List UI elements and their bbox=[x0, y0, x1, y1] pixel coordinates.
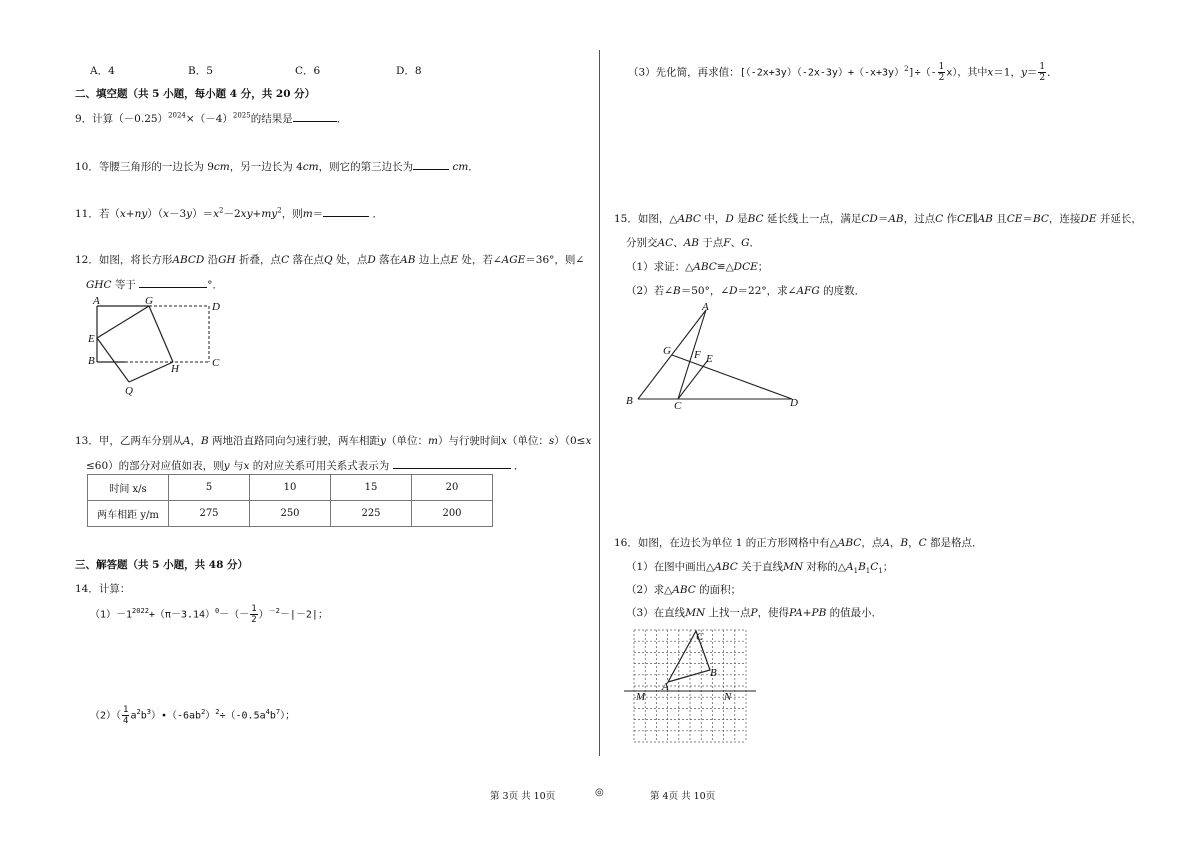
q15-label-e: E bbox=[706, 353, 713, 365]
question-12-line-2 bbox=[86, 276, 223, 292]
q15-l1-q: 且 bbox=[992, 213, 1007, 225]
q14-3-g: y bbox=[1020, 66, 1027, 79]
q12-label-c: C bbox=[212, 357, 220, 369]
q12-label-g: G bbox=[145, 295, 153, 307]
q15-l2-f: F bbox=[723, 237, 731, 249]
q11-t-h2: 2 bbox=[219, 206, 224, 215]
q16-label-m: M bbox=[636, 691, 646, 703]
q15-l3-c: ≌△ bbox=[716, 261, 734, 273]
q15-l3-e: ； bbox=[757, 261, 769, 273]
q11-t-n: m bbox=[302, 208, 313, 220]
q12-edge-ge bbox=[97, 306, 149, 338]
q12-l1-n: E bbox=[450, 254, 458, 266]
q13-l1-j: x bbox=[500, 435, 507, 447]
q13-cell: 10 bbox=[250, 475, 331, 501]
q13-cell: 5 bbox=[169, 475, 250, 501]
q11-t-b: x+ny bbox=[119, 208, 148, 220]
q14-2-e4: 2 bbox=[215, 708, 220, 717]
q15-l3-b: ABC bbox=[693, 261, 717, 273]
q15-l4-c: ＝50°，∠ bbox=[680, 285, 730, 297]
q16-l2-g: B bbox=[858, 561, 866, 573]
q11-t-h: x bbox=[213, 208, 220, 220]
q12-l1-d: GH bbox=[218, 254, 236, 266]
q12-l1-j: D bbox=[367, 254, 376, 266]
q14-1-fraction bbox=[250, 604, 257, 625]
q12-label-a: A bbox=[93, 295, 100, 307]
q15-l1-f: BC bbox=[747, 213, 764, 225]
q16-l2-d: MN bbox=[783, 561, 804, 573]
q15-l4-b: B bbox=[672, 285, 681, 297]
q14-2-fn: 1 bbox=[123, 705, 129, 715]
q13-table bbox=[87, 474, 493, 527]
q11-t-e: －3 bbox=[168, 208, 187, 220]
q14-part-1 bbox=[90, 604, 328, 625]
q12-edge-gh bbox=[149, 306, 173, 362]
q13-cell: 20 bbox=[412, 475, 493, 501]
q15-l1-m: 作 bbox=[943, 213, 958, 225]
q15-l1-i: ＝ bbox=[877, 213, 889, 225]
q14-1-e: －|－2|； bbox=[279, 609, 328, 621]
q14-3-h: ＝ bbox=[1026, 66, 1038, 79]
q16-l1-c: ，点 bbox=[861, 537, 883, 549]
question-11 bbox=[75, 205, 383, 221]
q8-option-a: A．4 bbox=[90, 65, 115, 77]
q12-l1-i: 处，点 bbox=[332, 254, 368, 266]
q16-l4-c: 上找一点 bbox=[705, 607, 751, 619]
question-13-line-2 bbox=[86, 457, 524, 473]
q15-l1-v: DE bbox=[1080, 213, 1097, 225]
q15-line-ce bbox=[678, 360, 708, 399]
q13-l1-a: 13．甲，乙两车分别从 bbox=[75, 435, 183, 447]
q11-t-l2: 2 bbox=[277, 206, 282, 215]
q14-3-fraction-2 bbox=[1038, 62, 1046, 83]
q10-answer-blank[interactable] bbox=[413, 158, 449, 170]
q13-l1-l: s bbox=[548, 435, 555, 447]
q11-t-k: + bbox=[252, 208, 262, 220]
q15-label-f: F bbox=[694, 349, 701, 361]
q13-l1-e: 两地沿直路同向匀速行驶，两车相距 bbox=[208, 435, 381, 447]
q16-l1-d: A bbox=[882, 537, 890, 549]
q16-l3-c: 的面积； bbox=[695, 584, 742, 596]
q8-option-d: D．8 bbox=[396, 65, 422, 77]
q15-l2-g: 、 bbox=[730, 237, 742, 249]
q15-l2-b: AC bbox=[657, 237, 674, 249]
q9-exp-1: 2024 bbox=[168, 111, 186, 120]
question-15-line-3 bbox=[626, 259, 768, 274]
q14-2-h: ）； bbox=[280, 710, 296, 722]
q8-option-b: B．5 bbox=[188, 65, 213, 77]
q15-l1-k: ，过点 bbox=[903, 213, 936, 225]
q13-l1-f: y bbox=[380, 435, 386, 447]
q14-1-e2: 0 bbox=[215, 607, 220, 616]
q10-text-c: ，则它的第三边长为 bbox=[318, 161, 414, 173]
q14-part-2 bbox=[90, 705, 295, 726]
q13-answer-blank[interactable] bbox=[393, 457, 511, 469]
section2-title: 二、填空题（共 5 小题，每小题 4 分，共 20 分） bbox=[75, 88, 316, 100]
q16-l2-h: C bbox=[870, 561, 879, 573]
question-16-line-4 bbox=[626, 605, 882, 620]
question-16-line-2 bbox=[626, 559, 893, 575]
q15-l1-s: ＝ bbox=[1022, 213, 1033, 225]
q11-t-d: x bbox=[163, 208, 169, 220]
q16-l2-c: 关于直线 bbox=[737, 561, 784, 573]
q9-text-d: ． bbox=[336, 113, 348, 125]
q15-label-a: A bbox=[702, 301, 709, 313]
q12-l1-h: Q bbox=[323, 254, 333, 266]
q16-l3-a: （2）求△ bbox=[626, 584, 673, 596]
q16-l2-f: A bbox=[846, 561, 854, 573]
q12-l2-c: °． bbox=[207, 279, 224, 291]
q14-2-e5: 4 bbox=[265, 708, 270, 717]
q10-text-d: ． bbox=[468, 161, 479, 173]
q11-t-g: ）＝ bbox=[192, 208, 214, 220]
q14-3-a: （3）先化简，再求值： bbox=[628, 66, 740, 79]
column-divider bbox=[599, 50, 600, 756]
q15-l2-h: G bbox=[741, 237, 750, 249]
q15-figure bbox=[620, 300, 810, 412]
q11-t-f: y bbox=[186, 208, 193, 220]
q12-l1-o: 处，若∠ bbox=[458, 254, 502, 266]
q15-l4-g: 的度数． bbox=[819, 285, 866, 297]
q15-l1-w: 并延长， bbox=[1096, 213, 1142, 225]
q14-2-a: （2）（ bbox=[90, 710, 122, 722]
q15-l1-e: 是 bbox=[733, 213, 748, 225]
q15-l2-i: ． bbox=[749, 237, 760, 249]
q16-l2-a: （1）在图中画出△ bbox=[626, 561, 715, 573]
q16-grid-figure bbox=[622, 624, 758, 748]
q10-unit-2: cm bbox=[302, 161, 319, 173]
q14-3-fd: 2 bbox=[938, 73, 945, 83]
q15-label-g: G bbox=[663, 345, 671, 357]
q14-3-c: ]÷（- bbox=[908, 67, 937, 79]
q15-l1-o: ∥ bbox=[972, 213, 978, 225]
q12-l1-f: C bbox=[281, 254, 290, 266]
q15-l1-j: AB bbox=[888, 213, 904, 225]
q14-1-d: ） bbox=[258, 609, 269, 621]
question-15-line-1 bbox=[614, 211, 1142, 226]
q13-l1-g: （单位： bbox=[385, 435, 428, 447]
question-16-line-1 bbox=[614, 535, 983, 550]
q13-cell: 15 bbox=[331, 475, 412, 501]
q16-l4-a: （3）在直线 bbox=[626, 607, 686, 619]
q13-l2-c: 与 bbox=[229, 460, 244, 472]
q15-l3-a: （1）求证：△ bbox=[626, 261, 694, 273]
footer-page-right: 第 4页 共 10页 bbox=[650, 791, 716, 802]
q14-2-c: b bbox=[140, 710, 147, 722]
q15-line-dg bbox=[672, 355, 792, 399]
q15-l2-c: 、 bbox=[673, 237, 684, 249]
q15-l4-e: ＝22°，求∠ bbox=[737, 285, 797, 297]
question-13-line-1 bbox=[75, 433, 591, 448]
footer-page-left: 第 3页 共 10页 bbox=[490, 791, 556, 802]
q15-label-b: B bbox=[626, 395, 633, 407]
q16-l2-s3: 1 bbox=[878, 567, 883, 576]
q16-l1-e: ， bbox=[889, 537, 901, 549]
q15-l2-e: 于点 bbox=[698, 237, 724, 249]
q15-l1-a: 15．如图，△ bbox=[614, 213, 678, 225]
q12-edge-eq bbox=[97, 338, 129, 382]
q12-label-b: B bbox=[88, 355, 95, 367]
q9-text-b: ×（－4） bbox=[185, 113, 233, 125]
q15-line-ac bbox=[678, 310, 706, 399]
q13-l2-f: ． bbox=[513, 460, 525, 472]
q11-t-c: ）（ bbox=[147, 208, 164, 220]
q11-t-a: 11．若（ bbox=[75, 208, 120, 220]
footer-center-mark: ◎ bbox=[595, 787, 604, 798]
q12-figure bbox=[85, 294, 225, 400]
q13-cell: 275 bbox=[169, 501, 250, 527]
q14-2-e6: 7 bbox=[275, 708, 281, 717]
q15-l1-n: CE bbox=[957, 213, 973, 225]
q14-3-fraction bbox=[938, 62, 946, 83]
q12-edge-qh bbox=[129, 362, 173, 382]
q13-l1-b: A bbox=[182, 435, 191, 447]
q12-l1-l: AB bbox=[400, 254, 416, 266]
table-row bbox=[88, 475, 493, 501]
q15-l1-u: ，连接 bbox=[1048, 213, 1081, 225]
q14-1-c: －（－ bbox=[219, 609, 250, 621]
q13-l1-h: m bbox=[427, 435, 438, 447]
q14-2-e2: 3 bbox=[146, 708, 151, 717]
q14-1-e1: 2022 bbox=[132, 607, 149, 616]
q12-label-q: Q bbox=[125, 385, 133, 397]
q16-l4-g: 的值最小． bbox=[826, 607, 883, 619]
q12-l1-c: 沿 bbox=[204, 254, 219, 266]
q8-option-c: C．6 bbox=[295, 65, 321, 77]
q16-l4-e: ，使得 bbox=[757, 607, 790, 619]
q15-l4-f: AFG bbox=[796, 285, 820, 297]
q14-2-fraction bbox=[122, 705, 129, 726]
q12-answer-blank[interactable] bbox=[139, 276, 207, 288]
q15-label-c: C bbox=[674, 400, 682, 412]
q13-head-time: 时间 x/s bbox=[88, 475, 169, 501]
q14-3-f: ＝1， bbox=[993, 66, 1021, 79]
q15-l2-d: AB bbox=[683, 237, 699, 249]
q11-t-j: xy bbox=[240, 208, 253, 220]
q13-l1-m: ）（0≤ bbox=[554, 435, 586, 447]
q14-1-fn: 1 bbox=[251, 604, 257, 614]
q16-l4-d: P bbox=[750, 607, 758, 619]
q12-l1-b: ABCD bbox=[172, 254, 205, 266]
question-12-line-1 bbox=[75, 252, 584, 267]
q14-3-b: [（-2x+3y）（-2x-3y）+（-x+3y） bbox=[739, 67, 905, 79]
q16-label-a: A bbox=[662, 681, 669, 693]
q10-text-b: ，另一边长为 4 bbox=[229, 161, 303, 173]
q16-grid-lines bbox=[634, 630, 746, 742]
q11-answer-blank[interactable] bbox=[323, 205, 369, 217]
question-15-line-4 bbox=[626, 283, 865, 298]
q13-l2-e: 的对应关系可用关系式表示为 bbox=[249, 460, 390, 472]
q16-l1-h: C bbox=[918, 537, 927, 549]
q14-2-e1: 2 bbox=[136, 708, 141, 717]
q11-t-m: ，则 bbox=[281, 208, 303, 220]
q15-label-d: D bbox=[790, 397, 798, 409]
q15-l1-t: BC bbox=[1032, 213, 1049, 225]
q14-title: 14．计算： bbox=[75, 583, 131, 595]
q15-l1-r: CE bbox=[1006, 213, 1023, 225]
q12-l1-k: 落在 bbox=[375, 254, 401, 266]
q14-1-a: （1）－1 bbox=[90, 609, 133, 621]
q12-l1-e: 折叠，点 bbox=[235, 254, 282, 266]
q16-l1-f: B bbox=[900, 537, 909, 549]
q12-l1-g: 落在点 bbox=[289, 254, 324, 266]
table-row bbox=[88, 501, 493, 527]
q15-l1-l: C bbox=[935, 213, 944, 225]
q12-l2-b: 等于 bbox=[111, 279, 136, 291]
q14-2-b: a bbox=[130, 710, 137, 722]
q12-label-e: E bbox=[88, 333, 95, 345]
q16-label-b: B bbox=[710, 667, 717, 679]
q13-l1-n: x bbox=[585, 435, 592, 447]
q14-3-e: x bbox=[987, 66, 994, 79]
q15-l1-c: 中， bbox=[700, 213, 726, 225]
q12-l1-m: 边上点 bbox=[415, 254, 451, 266]
q16-triangle-abc bbox=[668, 631, 710, 682]
q14-3-fd2: 2 bbox=[1039, 73, 1046, 83]
q12-l1-a: 12．如图，将长方形 bbox=[75, 254, 173, 266]
q15-l3-d: DCE bbox=[733, 261, 758, 273]
q13-l1-k: （单位： bbox=[506, 435, 549, 447]
q9-text-a: 9．计算（－0.25） bbox=[75, 113, 169, 125]
q14-part-3 bbox=[628, 62, 1058, 83]
q15-l1-h: CD bbox=[861, 213, 878, 225]
q14-3-e1: 2 bbox=[904, 65, 909, 73]
q16-l2-b: ABC bbox=[714, 561, 738, 573]
question-10 bbox=[75, 158, 479, 174]
q15-l1-g: 延长线上一点，满足 bbox=[763, 213, 862, 225]
q12-l1-q: ＝36°，则∠ bbox=[525, 254, 585, 266]
q9-text-c: 的结果是 bbox=[250, 113, 293, 125]
q13-cell: 200 bbox=[412, 501, 493, 527]
q15-l4-d: D bbox=[729, 285, 738, 297]
q13-l2-b: y bbox=[223, 460, 230, 472]
q14-1-e3: －2 bbox=[268, 607, 280, 616]
q14-2-e3: 2 bbox=[201, 708, 206, 717]
q13-head-distance: 两车相距 y/m bbox=[88, 501, 169, 527]
q12-label-d: D bbox=[212, 301, 220, 313]
q14-3-d: x），其中 bbox=[946, 67, 988, 79]
q14-2-e: ） bbox=[205, 710, 216, 722]
q14-2-fd: 4 bbox=[123, 716, 129, 726]
q16-l3-b: ABC bbox=[672, 584, 696, 596]
q11-t-p: ． bbox=[372, 208, 384, 220]
q15-l1-p: AB bbox=[977, 213, 993, 225]
q14-3-fn2: 1 bbox=[1039, 62, 1046, 72]
q10-unit-3: cm bbox=[452, 161, 469, 173]
q10-unit-1: cm bbox=[213, 161, 230, 173]
q16-label-n: N bbox=[724, 691, 732, 703]
q10-text-a: 10．等腰三角形的一边长为 9 bbox=[75, 161, 214, 173]
question-15-line-2 bbox=[626, 235, 760, 250]
q13-l1-c: ， bbox=[190, 435, 201, 447]
q12-label-h: H bbox=[171, 363, 179, 375]
q16-l1-b: ABC bbox=[837, 537, 862, 549]
q15-l1-d: D bbox=[725, 213, 734, 225]
q14-1-fd: 2 bbox=[251, 615, 257, 625]
question-9 bbox=[75, 110, 347, 126]
q11-t-i: －2 bbox=[223, 208, 241, 220]
q12-l1-p: AGE bbox=[501, 254, 526, 266]
q14-2-d: ）•（-6ab bbox=[150, 710, 202, 722]
q14-2-g: b bbox=[269, 710, 276, 722]
q16-l2-e: 对称的△ bbox=[803, 561, 847, 573]
section3-title: 三、解答题（共 5 小题，共 48 分） bbox=[75, 559, 249, 571]
q16-l2-i: ； bbox=[882, 561, 894, 573]
q15-l1-b: ABC bbox=[677, 213, 701, 225]
q14-1-b: +（π－3.14） bbox=[148, 609, 216, 621]
q16-l1-a: 16．如图，在边长为单位 1 的正方形网格中有△ bbox=[614, 537, 838, 549]
q9-exp-2: 2025 bbox=[232, 111, 251, 120]
q12-l2-a: GHC bbox=[86, 279, 112, 291]
q9-answer-blank[interactable] bbox=[293, 110, 337, 122]
q13-cell: 225 bbox=[331, 501, 412, 527]
question-16-line-3 bbox=[626, 582, 741, 597]
q13-cell: 250 bbox=[250, 501, 331, 527]
q16-label-c: C bbox=[696, 631, 704, 643]
q15-l4-a: （2）若∠ bbox=[626, 285, 673, 297]
q13-l1-d: B bbox=[200, 435, 209, 447]
q16-l4-b: MN bbox=[685, 607, 706, 619]
q14-3-i: ． bbox=[1047, 66, 1058, 79]
q13-l1-i: ）与行驶时间 bbox=[437, 435, 501, 447]
q16-l2-s1: 1 bbox=[853, 567, 859, 576]
q13-l2-d: x bbox=[243, 460, 250, 472]
q16-l4-f: PA+PB bbox=[789, 607, 827, 619]
q16-l2-s2: 1 bbox=[865, 567, 871, 576]
q14-2-f: ÷（-0.5a bbox=[219, 710, 266, 722]
q16-l1-i: 都是格点． bbox=[926, 537, 983, 549]
q11-t-o: ＝ bbox=[312, 208, 324, 220]
q15-l2-a: 分别交 bbox=[626, 237, 658, 249]
q14-3-fn: 1 bbox=[938, 62, 945, 72]
q13-l2-a: ≤60）的部分对应值如表，则 bbox=[86, 460, 224, 472]
q16-l1-g: ， bbox=[908, 537, 919, 549]
q11-t-l: my bbox=[261, 208, 278, 220]
